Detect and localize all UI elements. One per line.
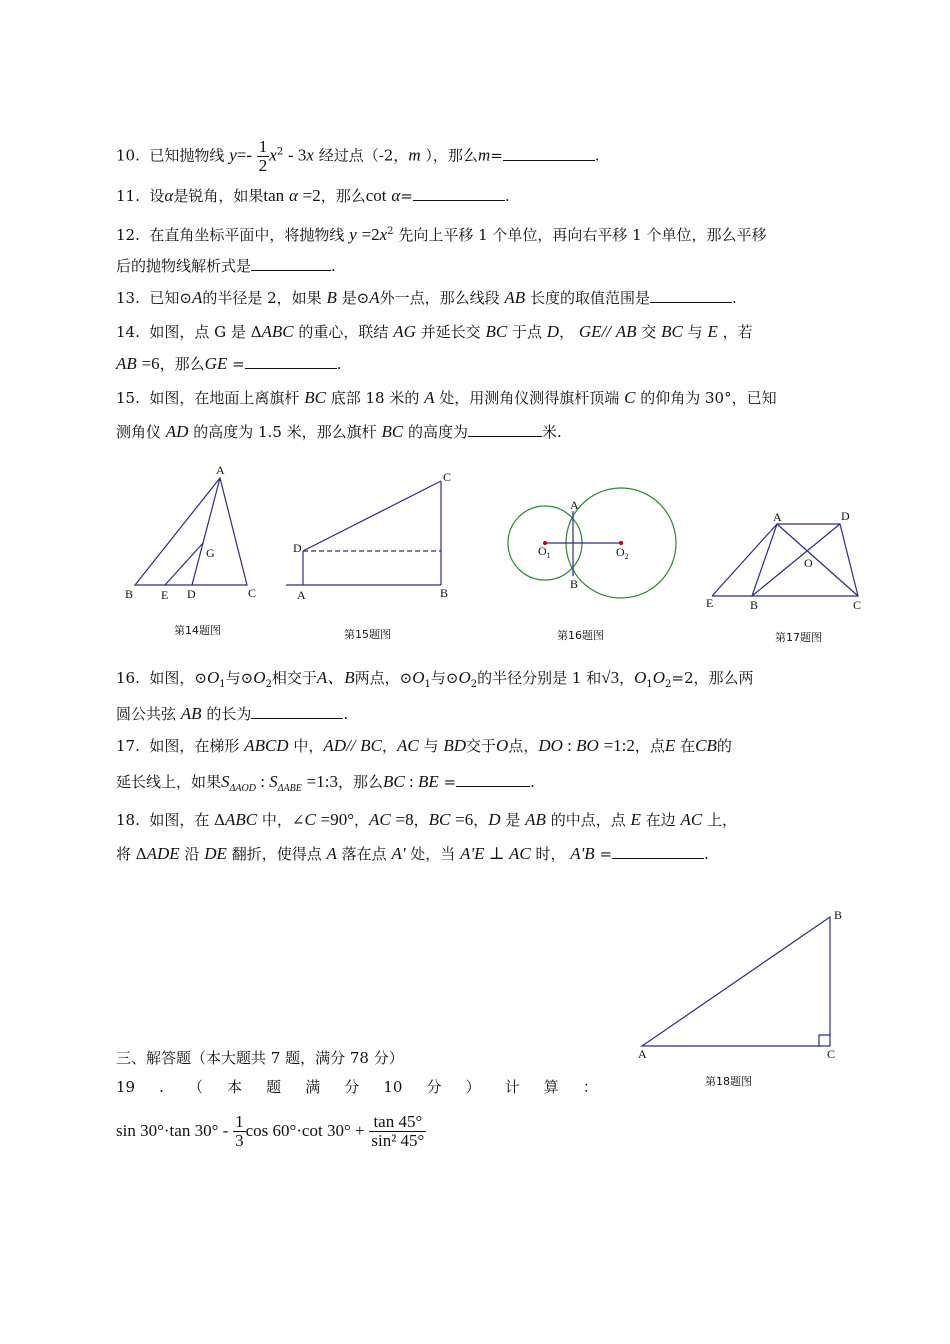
figure-18 — [620, 900, 860, 1070]
fraction: $\frac{1}{2}$ — [258, 137, 268, 175]
answer-blank[interactable] — [251, 256, 331, 271]
question-14: 14. 如图，点 G 是 ΔABC 的重心，联结 AG 并延长交 BC 于点 D， GE// AB 交 BC 与 E ，若 — [116, 322, 753, 341]
question-18-line2: 将 ΔADE 沿 DE 翻折，使得点 A 落在点 A' 处，当 A'E ⊥ AC 时， A'B = . — [116, 844, 709, 863]
question-17: 17. 如图，在梯形 ABCD 中，AD// BC，AC 与 BD交于O点，DO : BO =1:2，点E 在CB的 — [116, 736, 732, 755]
fig15-label-d: D — [293, 541, 302, 555]
question-10: 10. 已知抛物线 y=- $\frac{1}{2}$ $x^2 - 3x$ 经过点（-2，m ），那么m= . — [116, 137, 600, 175]
fig16-label-o1: $O_1$ — [538, 544, 551, 560]
fig14-label-b: B — [125, 587, 134, 601]
fig16-caption: 第16题图 — [557, 629, 604, 642]
fig17-label-c: C — [853, 598, 862, 612]
fig17-label-b: B — [750, 598, 759, 612]
question-11: 11. 设α是锐角，如果tan α =2，那么cot α= . — [116, 186, 510, 205]
question-15-line2: 测角仪 AD 的高度为 1.5 米，那么旗杆 BC 的高度为 米. — [116, 422, 562, 441]
answer-blank[interactable] — [650, 288, 732, 303]
median-ad — [192, 478, 220, 585]
question-14-line2: AB =6，那么GE = . — [116, 354, 342, 373]
fig17-label-e: E — [706, 596, 714, 610]
answer-blank[interactable] — [251, 704, 343, 719]
question-18: 18. 如图，在 ΔABC 中，∠C =90°，AC =8，BC =6，D 是 AB 的中点，点 E 在边 AC 上， — [116, 810, 737, 829]
figure-15 — [286, 481, 441, 585]
fig14-label-c: C — [248, 586, 257, 600]
question-12-line2: 后的抛物线解析式是 . — [116, 257, 336, 275]
fig17-label-o: O — [804, 556, 813, 570]
fig14-label-g: G — [206, 546, 215, 560]
answer-blank[interactable] — [612, 844, 704, 859]
fig17-label-d: D — [841, 509, 850, 523]
question-19-expression: sin 30°·tan 30° - $\frac{1}{3}$ cos 60°·cot 30° + $\frac{\tan 45^\circ}{\text{sin² 45°}}$ — [116, 1111, 425, 1150]
fig15-label-c: C — [443, 470, 452, 484]
answer-blank[interactable] — [413, 186, 505, 201]
fig18-label-a: A — [638, 1047, 647, 1061]
answer-blank[interactable] — [456, 772, 530, 787]
figures-row — [0, 455, 950, 655]
fig14-label-d: D — [187, 587, 196, 601]
fig14-caption: 第14题图 — [174, 624, 221, 637]
fig18-caption: 第18题图 — [705, 1075, 752, 1088]
fig15-caption: 第15题图 — [344, 628, 391, 641]
figure-14 — [135, 478, 247, 585]
section-3-heading: 三、解答题（本大题共 7 题，满分 78 分） — [116, 1049, 404, 1067]
question-19-header: 19 . （ 本 题 满 分 10 分 ） 计 算 ： — [116, 1078, 598, 1096]
question-12: 12. 在直角坐标平面中，将抛物线 $y =2x^2$ 先向上平移 1 个单位，再向右平移 1 个单位，那么平移 — [116, 225, 767, 244]
question-16: 16. 如图，$⊙O_1$与$⊙O_2$相交于A、B两点，$⊙O_1$与$⊙O_2$的半径分别是 1 和√3，$O_1O_2=2$，那么两 — [116, 668, 754, 690]
fraction-tan-sin: $\frac{\tan 45^\circ}{\text{sin² 45°}}$ — [371, 1111, 425, 1150]
fig15-label-a: A — [297, 588, 306, 602]
question-17-line2: 延长线上，如果$S_{\Delta AOD}$ : $S_{\Delta ABE}$ =1:3，那么BC : BE = . — [116, 772, 535, 794]
fig14-label-e: E — [161, 588, 169, 602]
question-15: 15. 如图，在地面上离旗杆 BC 底部 18 米的 A 处，用测角仪测得旗杆顶端 C 的仰角为 30°，已知 — [116, 388, 777, 407]
answer-blank[interactable] — [468, 422, 542, 437]
fig15-label-b: B — [440, 586, 449, 600]
figure-16 — [508, 488, 676, 598]
triangle-abc — [135, 478, 247, 585]
fig16-label-o2: $O_2$ — [616, 545, 629, 561]
answer-blank[interactable] — [503, 146, 595, 161]
figure-17 — [712, 524, 858, 596]
fig14-label-a: A — [216, 463, 225, 477]
fig17-label-a: A — [773, 510, 782, 524]
question-13: 13. 已知⊙A的半径是 2，如果 B 是⊙A外一点，那么线段 AB 长度的取值范围是 . — [116, 288, 737, 307]
fig18-label-c: C — [827, 1047, 836, 1061]
fig18-label-b: B — [834, 908, 843, 922]
fig16-label-a: A — [570, 498, 579, 512]
fig17-caption: 第17题图 — [775, 631, 822, 644]
answer-blank[interactable] — [245, 354, 337, 369]
question-16-line2: 圆公共弦 AB 的长为 . — [116, 704, 349, 723]
fraction-1-3: $\frac{1}{3}$ — [235, 1111, 244, 1150]
fig16-label-b: B — [570, 577, 579, 591]
